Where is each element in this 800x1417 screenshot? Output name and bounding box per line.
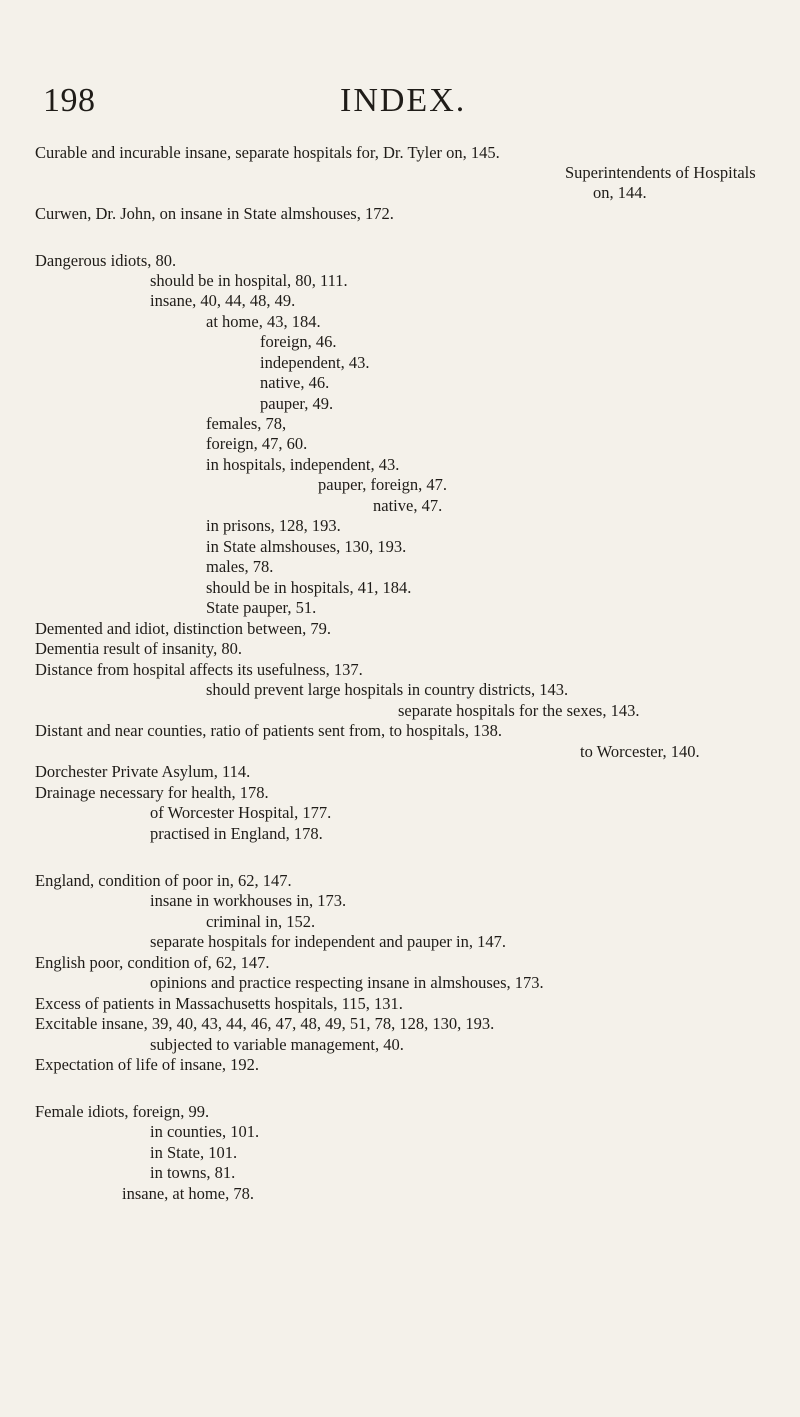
index-entry: Excitable insane, 39, 40, 43, 44, 46, 47, 48, 49, 51, 78, 128, 130, 193.	[35, 1014, 495, 1033]
index-subentry: pauper, foreign, 47.	[318, 475, 448, 494]
index-subentry: in hospitals, independent, 43.	[206, 455, 400, 474]
index-subentry: in counties, 101.	[150, 1122, 260, 1141]
index-subentry: in towns, 81.	[150, 1163, 236, 1182]
index-entry: Distance from hospital affects its usefulness, 137.	[35, 660, 363, 679]
index-subentry: State pauper, 51.	[206, 598, 317, 617]
index-subentry: in State, 101.	[150, 1143, 238, 1162]
index-subentry: should be in hospital, 80, 111.	[150, 271, 348, 290]
index-subentry: pauper, 49.	[260, 394, 334, 413]
index-subentry: native, 47.	[373, 496, 443, 515]
index-subentry: to Worcester, 140.	[580, 742, 700, 761]
index-subentry: separate hospitals for independent and pauper in, 147.	[150, 932, 507, 951]
index-subentry: subjected to variable management, 40.	[150, 1035, 404, 1054]
index-subentry: separate hospitals for the sexes, 143.	[398, 701, 640, 720]
index-entry: England, condition of poor in, 62, 147.	[35, 871, 292, 890]
index-subentry: of Worcester Hospital, 177.	[150, 803, 332, 822]
index-entry: Curwen, Dr. John, on insane in State almshouses, 172.	[35, 204, 394, 223]
index-entry: Excess of patients in Massachusetts hospitals, 115, 131.	[35, 994, 403, 1013]
index-entry: Distant and near counties, ratio of patients sent from, to hospitals, 138.	[35, 721, 502, 740]
index-entry: Curable and incurable insane, separate hospitals for, Dr. Tyler on, 145.	[35, 143, 500, 162]
index-subentry: insane, at home, 78.	[122, 1184, 254, 1203]
index-entry: Demented and idiot, distinction between, 79.	[35, 619, 332, 638]
index-subentry: native, 46.	[260, 373, 330, 392]
index-subentry: in prisons, 128, 193.	[206, 516, 341, 535]
index-subentry: independent, 43.	[260, 353, 370, 372]
index-subentry: should be in hospitals, 41, 184.	[206, 578, 412, 597]
running-head: INDEX.	[340, 82, 467, 119]
index-subentry: females, 78,	[206, 414, 287, 433]
page-number: 198	[43, 82, 96, 119]
index-subentry: practised in England, 178.	[150, 824, 323, 843]
index-subentry: insane in workhouses in, 173.	[150, 891, 347, 910]
index-entry: English poor, condition of, 62, 147.	[35, 953, 270, 972]
index-entry: Female idiots, foreign, 99.	[35, 1102, 210, 1121]
index-entry: Dorchester Private Asylum, 114.	[35, 762, 251, 781]
index-subentry: at home, 43, 184.	[206, 312, 321, 331]
index-entry: Expectation of life of insane, 192.	[35, 1055, 260, 1074]
index-subentry: males, 78.	[206, 557, 274, 576]
index-entry: Dangerous idiots, 80.	[35, 251, 177, 270]
index-subentry: foreign, 47, 60.	[206, 434, 308, 453]
index-subentry: should prevent large hospitals in country districts, 143.	[206, 680, 569, 699]
index-subentry: insane, 40, 44, 48, 49.	[150, 291, 296, 310]
index-subentry: in State almshouses, 130, 193.	[206, 537, 407, 556]
index-entry: Dementia result of insanity, 80.	[35, 639, 242, 658]
index-subentry: criminal in, 152.	[206, 912, 316, 931]
index-subentry: Superintendents of Hospitals	[565, 163, 756, 182]
index-entry: Drainage necessary for health, 178.	[35, 783, 269, 802]
index-subentry: opinions and practice respecting insane in almshouses, 173.	[150, 973, 544, 992]
index-subentry: on, 144.	[593, 183, 647, 202]
index-subentry: foreign, 46.	[260, 332, 337, 351]
